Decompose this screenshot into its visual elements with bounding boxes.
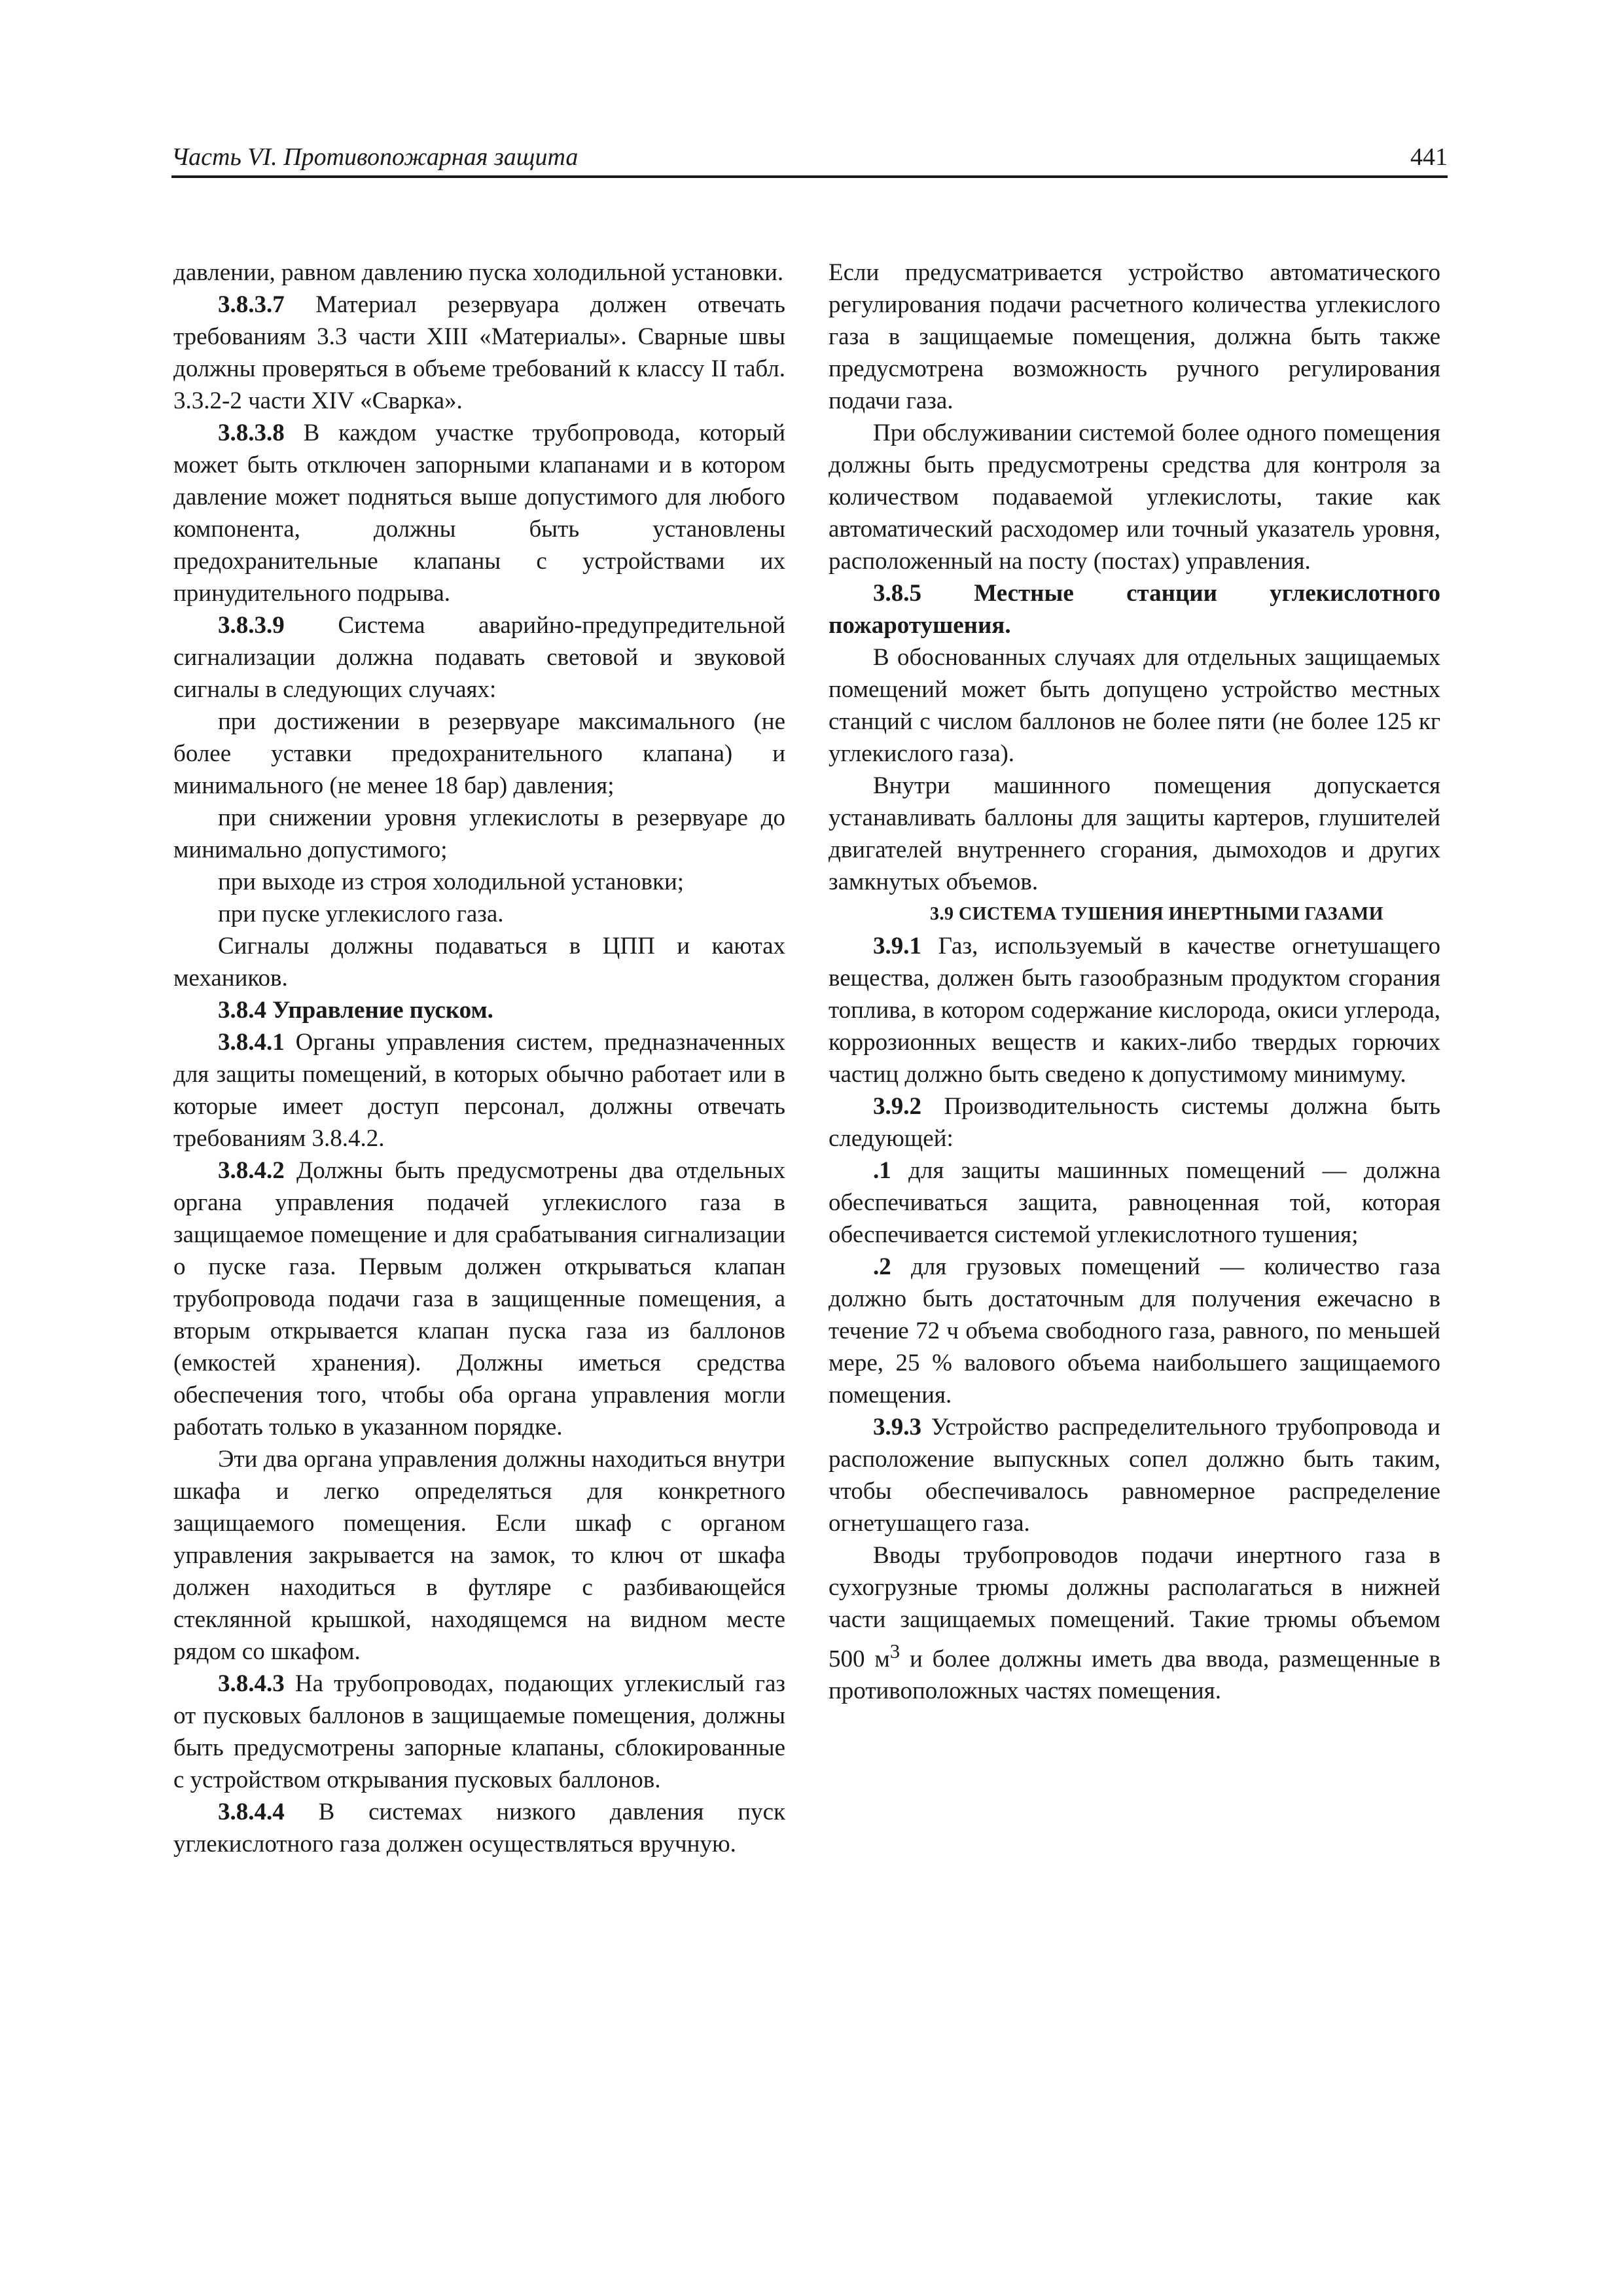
- paragraph: 3.9.2 Производительность системы должна быть следующей:: [829, 1093, 1440, 1152]
- paragraph: 3.9.3 Устройство распределительного трубопровода и расположение выпускных сопел должно быть таким, чтобы обеспечивалось равномерное распределение огнетушащего газа.: [829, 1414, 1440, 1537]
- page-number: 441: [1410, 143, 1448, 171]
- subsection-heading: 3.8.4 Управление пуском.: [218, 997, 493, 1024]
- paragraph: 3.8.4.1 Органы управления систем, предназначенных для защиты помещений, в которых обычно работает или в которые имеет доступ персонал, должны отвечать требованиям 3.8.4.2.: [173, 1029, 785, 1152]
- page-header: [171, 139, 1448, 178]
- paragraph: 3.8.4.4 В системах низкого давления пуск углекислотного газа должен осуществляться вручную.: [173, 1799, 785, 1857]
- clause-number: 3.8.3.7: [218, 291, 285, 318]
- superscript: 3: [889, 1640, 901, 1662]
- clause-number: 3.9.3: [873, 1414, 921, 1441]
- paragraph: 3.8.3.8 В каждом участке трубопровода, который может быть отключен запорными клапанами и в котором давление может подняться выше допустимого для любого компонента, должны быть установлены предохранительные клапаны с устройствами их принудительного подрыва.: [173, 420, 785, 607]
- paragraph: при выходе из строя холодильной установки;: [218, 869, 685, 895]
- section-title: 3.9 СИСТЕМА ТУШЕНИЯ ИНЕРТНЫМИ ГАЗАМИ: [930, 904, 1383, 924]
- paragraph: .2 для грузовых помещений — количество газа должно быть достаточным для получения ежечасно в течение 72 ч объема свободного газа, равного, по меньшей мере, 25 % валового объема наибольшего защищаемого помещения.: [829, 1253, 1440, 1408]
- right-column: [829, 257, 1440, 1707]
- clause-number: 3.8.4.2: [218, 1157, 285, 1184]
- clause-number: 3.9.2: [873, 1093, 921, 1120]
- paragraph: 3.8.4.3 На трубопроводах, подающих углекислый газ от пусковых баллонов в защищаемые помещения, должны быть предусмотрены запорные клапаны, сблокированные с устройством открывания пусковых баллонов.: [173, 1670, 785, 1793]
- clause-number: 3.9.1: [873, 933, 921, 960]
- subsection-heading: 3.8.5 Местные станции углекислотного пожаротушения.: [829, 580, 1440, 639]
- paragraph: 3.8.3.7 Материал резервуара должен отвечать требованиям 3.3 части XIII «Материалы». Сварные швы должны проверяться в объеме требований к классу II табл. 3.3.2-2 части XIV «Сварка».: [173, 291, 785, 414]
- clause-number: 3.8.3.8: [218, 420, 285, 446]
- paragraph: Эти два органа управления должны находиться внутри шкафа и легко определяться для конкретного защищаемого помещения. Если шкаф с органом управления закрывается на замок, то ключ от шкафа должен находиться в футляре с разбивающейся стеклянной крышкой, находящемся на видном месте рядом со шкафом.: [173, 1446, 785, 1665]
- paragraph: Сигналы должны подаваться в ЦПП и каютах механиков.: [173, 933, 785, 992]
- paragraph: .1 для защиты машинных помещений — должна обеспечиваться защита, равноценная той, которая обеспечивается системой углекислотного тушения;: [829, 1157, 1440, 1248]
- paragraph: при снижении уровня углекислоты в резервуаре до минимально допустимого;: [173, 804, 785, 863]
- clause-number: 3.8.3.9: [218, 612, 285, 639]
- paragraph: 3.8.3.9 Система аварийно-предупредительной сигнализации должна подавать световой и звуковой сигналы в следующих случаях:: [173, 612, 785, 703]
- clause-number: 3.8.4.3: [218, 1670, 285, 1697]
- running-title: Часть VI. Противопожарная защита: [171, 143, 579, 171]
- clause-number: 3.8.4.1: [218, 1029, 285, 1056]
- paragraph: при достижении в резервуаре максимального (не более уставки предохранительного клапана) и минимального (не менее 18 бар) давления;: [173, 708, 785, 799]
- clause-number: 3.8.4.4: [218, 1799, 285, 1825]
- paragraph: давлении, равном давлению пуска холодильной установки.: [173, 259, 784, 286]
- paragraph: Внутри машинного помещения допускается устанавливать баллоны для защиты картеров, глушителей двигателей внутреннего сгорания, дымоходов и других замкнутых объемов.: [829, 772, 1440, 895]
- list-number: .2: [873, 1253, 891, 1280]
- paragraph: 3.9.1 Газ, используемый в качестве огнетушащего вещества, должен быть газообразным продуктом сгорания топлива, в котором содержание кислорода, окиси углерода, коррозионных веществ и каких-либо твердых горючих частиц должно быть сведено к допустимому минимуму.: [829, 933, 1440, 1088]
- paragraph: Вводы трубопроводов подачи инертного газа в сухогрузные трюмы должны располагаться в нижней части защищаемых помещений. Такие трюмы объемом 500 $м^3$ и более должны иметь два ввода, размещенные в противоположных частях помещения.: [829, 1542, 1441, 1705]
- paragraph: При обслуживании системой более одного помещения должны быть предусмотрены средства для контроля за количеством подаваемой углекислоты, такие как автоматический расходомер или точный указатель уровня, расположенный на посту (постах) управления.: [829, 420, 1440, 575]
- paragraph: Если предусматривается устройство автоматического регулирования подачи расчетного количества углекислого газа в защищаемые помещения, должна быть также предусмотрена возможность ручного регулирования подачи газа.: [829, 259, 1440, 414]
- left-column: [173, 257, 785, 1860]
- paragraph: при пуске углекислого газа.: [218, 901, 504, 927]
- paragraph: В обоснованных случаях для отдельных защищаемых помещений может быть допущено устройство местных станций с числом баллонов не более пяти (не более 125 кг углекислого газа).: [829, 644, 1440, 767]
- paragraph: 3.8.4.2 Должны быть предусмотрены два отдельных органа управления подачей углекислого газа в защищаемое помещение и для срабатывания сигнализации о пуске газа. Первым должен открываться клапан трубопровода подачи газа в защищенные помещения, а вторым открывается клапан пуска газа из баллонов (емкостей хранения). Должны иметься средства обеспечения того, чтобы оба органа управления могли работать только в указанном порядке.: [173, 1157, 785, 1441]
- list-number: .1: [873, 1157, 891, 1184]
